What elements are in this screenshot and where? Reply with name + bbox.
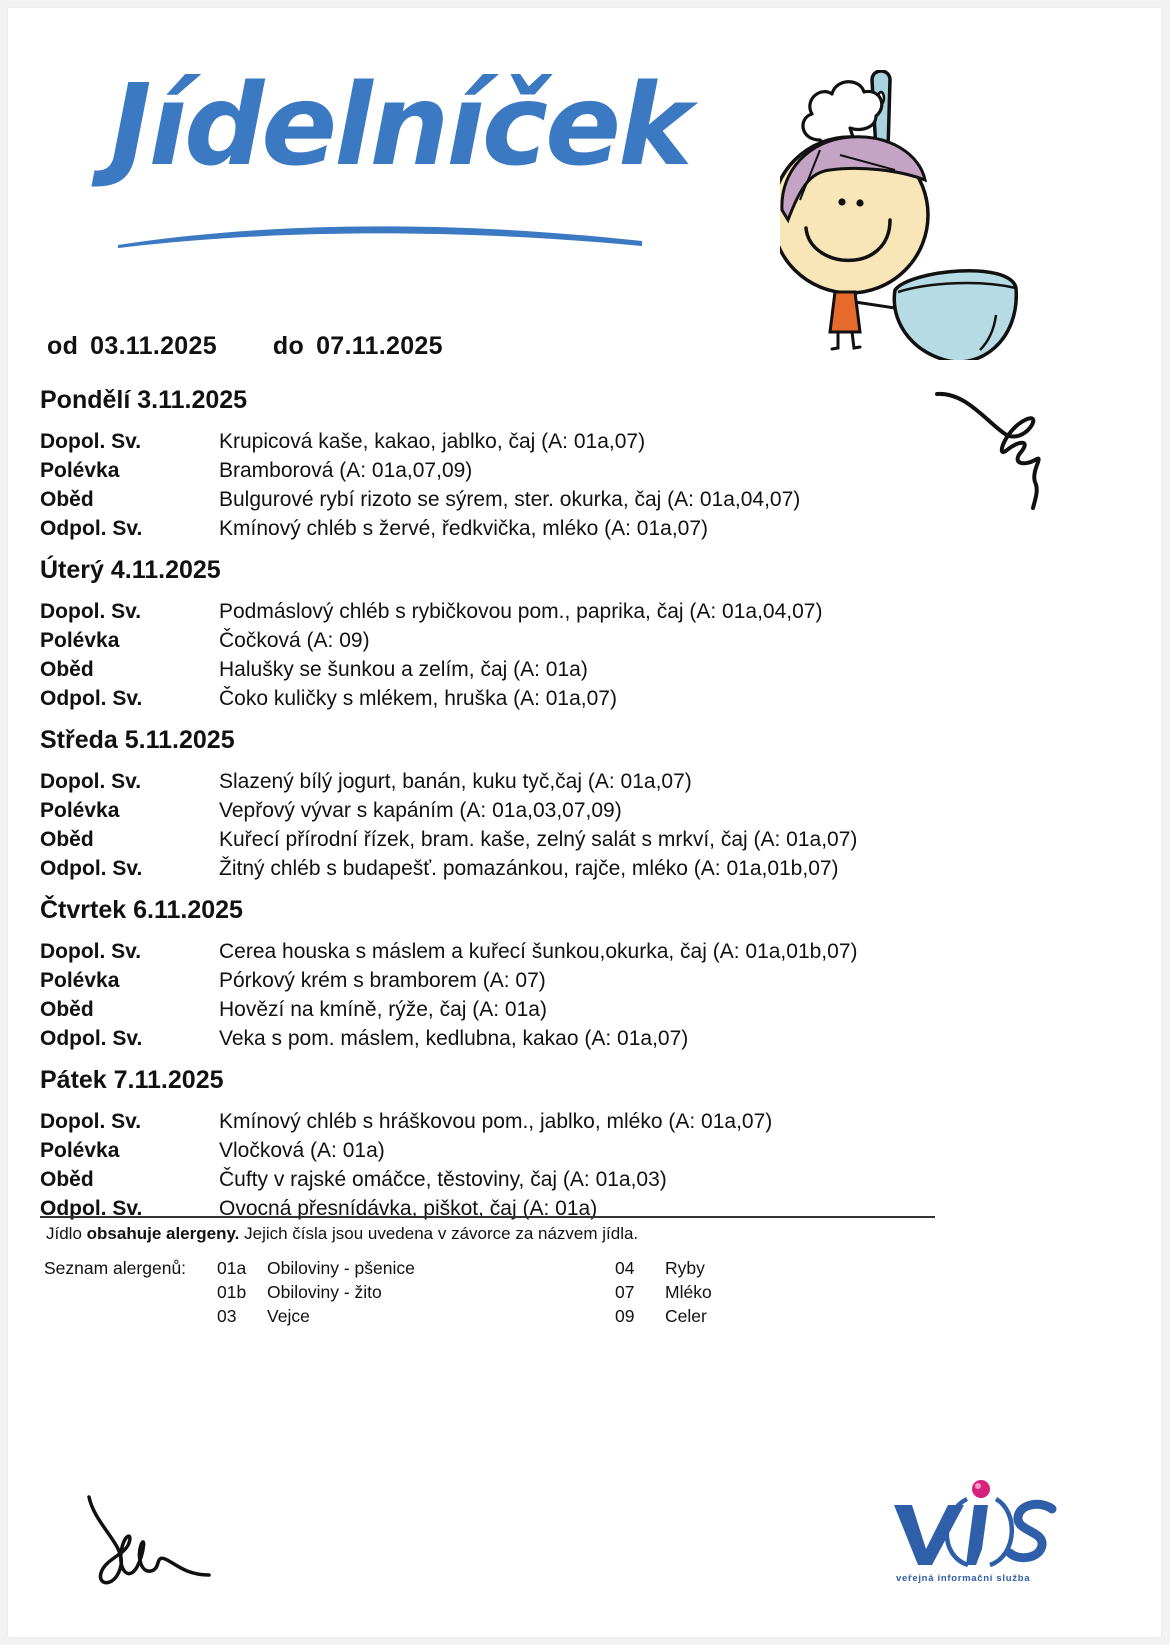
title-underline-swoosh <box>110 215 650 255</box>
meal-label: Oběd <box>40 658 94 681</box>
meal-label: Dopol. Sv. <box>40 940 142 963</box>
meal-text: Kmínový chléb s hráškovou pom., jablko, mléko (A: 01a,07) <box>219 1110 773 1133</box>
meal-text: Žitný chléb s budapešť. pomazánkou, rajče, mléko (A: 01a,01b,07) <box>219 857 839 880</box>
allergen-name: Obiloviny - pšenice <box>267 1258 415 1278</box>
meal-text: Vepřový vývar s kapáním (A: 01a,03,07,09) <box>219 799 622 822</box>
signature-bottom <box>85 1495 215 1595</box>
allergen-item <box>217 1304 310 1328</box>
meal-label: Oběd <box>40 998 94 1021</box>
meal-row <box>40 767 940 796</box>
meal-label: Dopol. Sv. <box>40 770 142 793</box>
allergen-item <box>217 1256 415 1280</box>
meal-row <box>40 456 940 485</box>
day-section <box>40 385 940 543</box>
meal-text: Halušky se šunkou a zelím, čaj (A: 01a) <box>219 658 588 681</box>
divider-line <box>40 1216 935 1218</box>
from-date: 03.11.2025 <box>90 332 217 360</box>
day-title: Pondělí 3.11.2025 <box>40 386 248 414</box>
allergen-code: 04 <box>615 1258 635 1278</box>
vis-tagline: veřejná informační služba <box>896 1573 1031 1584</box>
allergen-item <box>217 1280 382 1304</box>
meal-text: Ovocná přesnídávka, piškot, čaj (A: 01a) <box>219 1197 598 1220</box>
meal-row <box>40 626 940 655</box>
allergen-code: 09 <box>615 1306 635 1326</box>
meal-text: Cerea houska s máslem a kuřecí šunkou,okurka, čaj (A: 01a,01b,07) <box>219 940 858 963</box>
meal-label: Polévka <box>40 799 120 822</box>
signature-top <box>935 390 1055 510</box>
to-label: do <box>272 332 305 360</box>
meal-label: Oběd <box>40 1168 94 1191</box>
allergen-name: Celer <box>665 1306 707 1326</box>
meal-row <box>40 684 940 713</box>
meal-row <box>40 1194 940 1223</box>
meal-text: Vločková (A: 01a) <box>219 1139 385 1162</box>
meal-row <box>40 796 940 825</box>
allergen-name: Vejce <box>267 1306 310 1326</box>
meal-label: Oběd <box>40 828 94 851</box>
meal-row <box>40 966 940 995</box>
date-range <box>47 332 499 361</box>
meal-text: Čufty v rajské omáčce, těstoviny, čaj (A: 01a,03) <box>219 1168 667 1191</box>
meal-label: Polévka <box>40 1139 120 1162</box>
meal-text: Veka s pom. máslem, kedlubna, kakao (A: 01a,07) <box>219 1027 689 1050</box>
meal-text: Kuřecí přírodní řízek, bram. kaše, zelný salát s mrkví, čaj (A: 01a,07) <box>219 828 858 851</box>
vis-logo-mark <box>892 1475 1062 1570</box>
meal-label: Odpol. Sv. <box>40 857 143 880</box>
title-logo <box>100 61 690 270</box>
allergen-name: Mléko <box>665 1282 712 1302</box>
allergen-note-suffix: Jejich čísla jsou uvedena v závorce za názvem jídla. <box>244 1224 639 1243</box>
meal-text: Bulgurové rybí rizoto se sýrem, ster. okurka, čaj (A: 01a,04,07) <box>219 488 801 511</box>
meal-text: Pórkový krém s bramborem (A: 07) <box>219 969 546 992</box>
meal-label: Dopol. Sv. <box>40 600 142 623</box>
meal-row <box>40 825 940 854</box>
day-section <box>40 1065 940 1223</box>
allergen-name: Obiloviny - žito <box>267 1282 382 1302</box>
meal-label: Odpol. Sv. <box>40 687 143 710</box>
meal-label: Dopol. Sv. <box>40 430 142 453</box>
meal-label: Odpol. Sv. <box>40 1027 143 1050</box>
allergen-code: 01a <box>217 1258 247 1278</box>
weekly-menu <box>40 385 940 1235</box>
day-title: Středa 5.11.2025 <box>40 726 235 754</box>
meal-row <box>40 485 940 514</box>
allergen-code: 07 <box>615 1282 635 1302</box>
vis-logo <box>892 1475 1062 1595</box>
allergen-item <box>615 1256 705 1280</box>
meal-label: Polévka <box>40 629 120 652</box>
meal-text: Bramborová (A: 01a,07,09) <box>219 459 473 482</box>
meal-row <box>40 1024 940 1053</box>
day-section <box>40 895 940 1053</box>
meal-text: Krupicová kaše, kakao, jablko, čaj (A: 01a,07) <box>219 430 646 453</box>
allergen-note-prefix: Jídlo <box>46 1224 82 1243</box>
meal-row <box>40 995 940 1024</box>
meal-row <box>40 1136 940 1165</box>
to-date: 07.11.2025 <box>316 332 443 360</box>
allergen-list-label: Seznam alergenů: <box>44 1258 187 1278</box>
day-title: Čtvrtek 6.11.2025 <box>40 896 243 924</box>
allergen-note-bold: obsahuje alergeny. <box>86 1224 240 1243</box>
meal-row <box>40 1107 940 1136</box>
meal-row <box>40 514 940 543</box>
meal-row <box>40 427 940 456</box>
allergen-note <box>46 1224 638 1244</box>
meal-row <box>40 597 940 626</box>
chef-illustration <box>780 70 1020 360</box>
meal-row <box>40 1165 940 1194</box>
meal-label: Polévka <box>40 969 120 992</box>
meal-row <box>40 937 940 966</box>
meal-label: Dopol. Sv. <box>40 1110 142 1133</box>
day-section <box>40 725 940 883</box>
meal-text: Čočková (A: 09) <box>219 629 370 652</box>
day-title: Pátek 7.11.2025 <box>40 1066 224 1094</box>
allergen-name: Ryby <box>665 1258 705 1278</box>
meal-label: Oběd <box>40 488 94 511</box>
allergen-code: 01b <box>217 1282 247 1302</box>
allergen-code: 03 <box>217 1306 237 1326</box>
meal-row <box>40 854 940 883</box>
meal-row <box>40 655 940 684</box>
meal-label: Polévka <box>40 459 120 482</box>
meal-text: Hovězí na kmíně, rýže, čaj (A: 01a) <box>219 998 547 1021</box>
meal-text: Čoko kuličky s mlékem, hruška (A: 01a,07) <box>219 687 617 710</box>
day-section <box>40 555 940 713</box>
page-title: Jídelníček <box>110 61 690 191</box>
meal-label: Odpol. Sv. <box>40 517 143 540</box>
meal-label: Odpol. Sv. <box>40 1197 143 1220</box>
meal-text: Kmínový chléb s žervé, ředkvička, mléko (A: 01a,07) <box>219 517 709 540</box>
meal-text: Podmáslový chléb s rybičkovou pom., paprika, čaj (A: 01a,04,07) <box>219 600 823 623</box>
allergen-item <box>615 1280 712 1304</box>
allergen-item <box>615 1304 707 1328</box>
day-title: Úterý 4.11.2025 <box>40 556 221 584</box>
meal-text: Slazený bílý jogurt, banán, kuku tyč,čaj (A: 01a,07) <box>219 770 692 793</box>
from-label: od <box>47 332 79 360</box>
